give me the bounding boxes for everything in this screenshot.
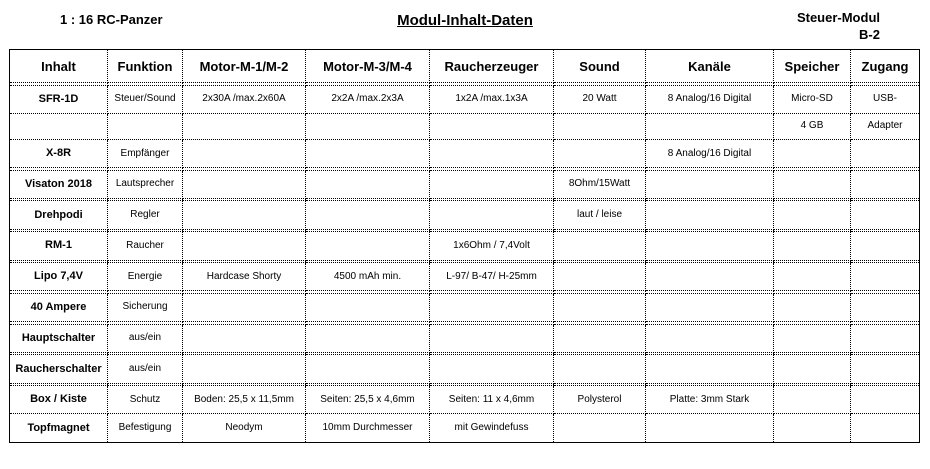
table-cell [554,293,646,321]
table-cell [306,355,430,383]
table-cell [430,355,554,383]
table-cell: 40 Ampere [10,293,108,321]
table-cell: mit Gewindefuss [430,414,554,443]
table-cell [646,293,774,321]
table-cell [774,201,851,229]
table-cell [646,263,774,291]
table-cell [851,355,920,383]
column-header: Raucherzeuger [430,50,554,83]
table-cell [183,324,306,352]
table-cell [774,355,851,383]
data-table [9,49,920,443]
column-header: Sound [554,50,646,83]
table-cell [851,139,920,167]
column-header: Inhalt [10,50,108,83]
table-cell [646,355,774,383]
table-cell [851,414,920,443]
table-cell [306,201,430,229]
table-cell [306,139,430,167]
table-cell [554,414,646,443]
table-cell [108,113,183,139]
table-cell [554,355,646,383]
table-cell [851,201,920,229]
table-cell: Boden: 25,5 x 11,5mm [183,386,306,414]
column-header: Motor-M-3/M-4 [306,50,430,83]
table-cell [851,324,920,352]
table-header-row [10,50,920,83]
table-cell [554,324,646,352]
header-right-label: Steuer-Modul [796,10,880,25]
table-cell: Empfänger [108,139,183,167]
table-cell [183,232,306,260]
table-cell [554,232,646,260]
table-cell [774,232,851,260]
table-cell: 20 Watt [554,85,646,113]
table-cell [554,113,646,139]
table-cell [851,386,920,414]
table-cell [183,170,306,198]
table-cell [306,324,430,352]
table-cell: Befestigung [108,414,183,443]
table-cell [183,113,306,139]
table-cell: Visaton 2018 [10,170,108,198]
table-cell [554,263,646,291]
table-row [10,170,920,198]
table-cell [430,170,554,198]
table-cell: Schutz [108,386,183,414]
table-cell [774,293,851,321]
column-header: Speicher [774,50,851,83]
table-cell [774,324,851,352]
table-row [10,293,920,321]
table-cell: 2x2A /max.2x3A [306,85,430,113]
table-cell: Raucher [108,232,183,260]
column-header: Zugang [851,50,920,83]
table-cell [10,113,108,139]
table-cell: aus/ein [108,355,183,383]
table-cell: 8Ohm/15Watt [554,170,646,198]
table-cell [774,386,851,414]
column-header: Motor-M-1/M-2 [183,50,306,83]
table-cell [430,201,554,229]
table-row [10,85,920,113]
page-title: Modul-Inhalt-Daten [397,12,533,29]
table-cell: 8 Analog/16 Digital [646,139,774,167]
table-cell: 10mm Durchmesser [306,414,430,443]
table-cell [646,324,774,352]
table-cell: SFR-1D [10,85,108,113]
table-cell: Seiten: 11 x 4,6mm [430,386,554,414]
table-cell [430,113,554,139]
table-cell [646,113,774,139]
table-cell: 1x2A /max.1x3A [430,85,554,113]
table-cell: laut / leise [554,201,646,229]
table-cell: Box / Kiste [10,386,108,414]
column-header: Funktion [108,50,183,83]
table-cell [851,263,920,291]
table-cell: L-97/ B-47/ H-25mm [430,263,554,291]
table-cell: Lipo 7,4V [10,263,108,291]
table-row [10,113,920,139]
table-cell: Platte: 3mm Stark [646,386,774,414]
table-cell [306,113,430,139]
table-cell: aus/ein [108,324,183,352]
table-cell: Drehpodi [10,201,108,229]
table-row [10,232,920,260]
table-cell: Steuer/Sound [108,85,183,113]
table-cell: Raucherschalter [10,355,108,383]
table-cell [306,293,430,321]
table-cell [774,139,851,167]
table-cell: Neodym [183,414,306,443]
table-cell: 4500 mAh min. [306,263,430,291]
table-cell [430,139,554,167]
table-cell [646,232,774,260]
table-cell: 1x6Ohm / 7,4Volt [430,232,554,260]
table-cell [851,170,920,198]
table-cell [183,139,306,167]
table-cell [430,293,554,321]
table-cell [851,232,920,260]
table-cell: Hauptschalter [10,324,108,352]
column-header: Kanäle [646,50,774,83]
table-cell: Energie [108,263,183,291]
table-row [10,139,920,167]
table-row [10,355,920,383]
table-cell [183,355,306,383]
table-cell: Sicherung [108,293,183,321]
table-cell: Topfmagnet [10,414,108,443]
table-cell [183,201,306,229]
table-cell [774,414,851,443]
table-cell [554,139,646,167]
table-row [10,324,920,352]
table-cell: RM-1 [10,232,108,260]
table-cell [430,324,554,352]
table-cell: X-8R [10,139,108,167]
table-row [10,201,920,229]
table-cell [183,293,306,321]
table-cell [306,170,430,198]
table-cell [646,414,774,443]
table-cell [774,170,851,198]
table-cell: 8 Analog/16 Digital [646,85,774,113]
table-cell: 2x30A /max.2x60A [183,85,306,113]
header-left-label: 1 : 16 RC-Panzer [60,12,163,27]
table-row [10,386,920,414]
table-cell [646,170,774,198]
table-cell: USB- [851,85,920,113]
table-cell: Regler [108,201,183,229]
table-cell: Micro-SD [774,85,851,113]
table-cell: Hardcase Shorty [183,263,306,291]
table-cell [306,232,430,260]
table-row [10,263,920,291]
header-right-sublabel: B-2 [859,27,880,42]
table-cell: Polysterol [554,386,646,414]
table-cell: Adapter [851,113,920,139]
table-cell [851,293,920,321]
table-cell: Seiten: 25,5 x 4,6mm [306,386,430,414]
table-cell: Lautsprecher [108,170,183,198]
table-cell [646,201,774,229]
table-cell [774,263,851,291]
table-cell: 4 GB [774,113,851,139]
table-row [10,414,920,443]
